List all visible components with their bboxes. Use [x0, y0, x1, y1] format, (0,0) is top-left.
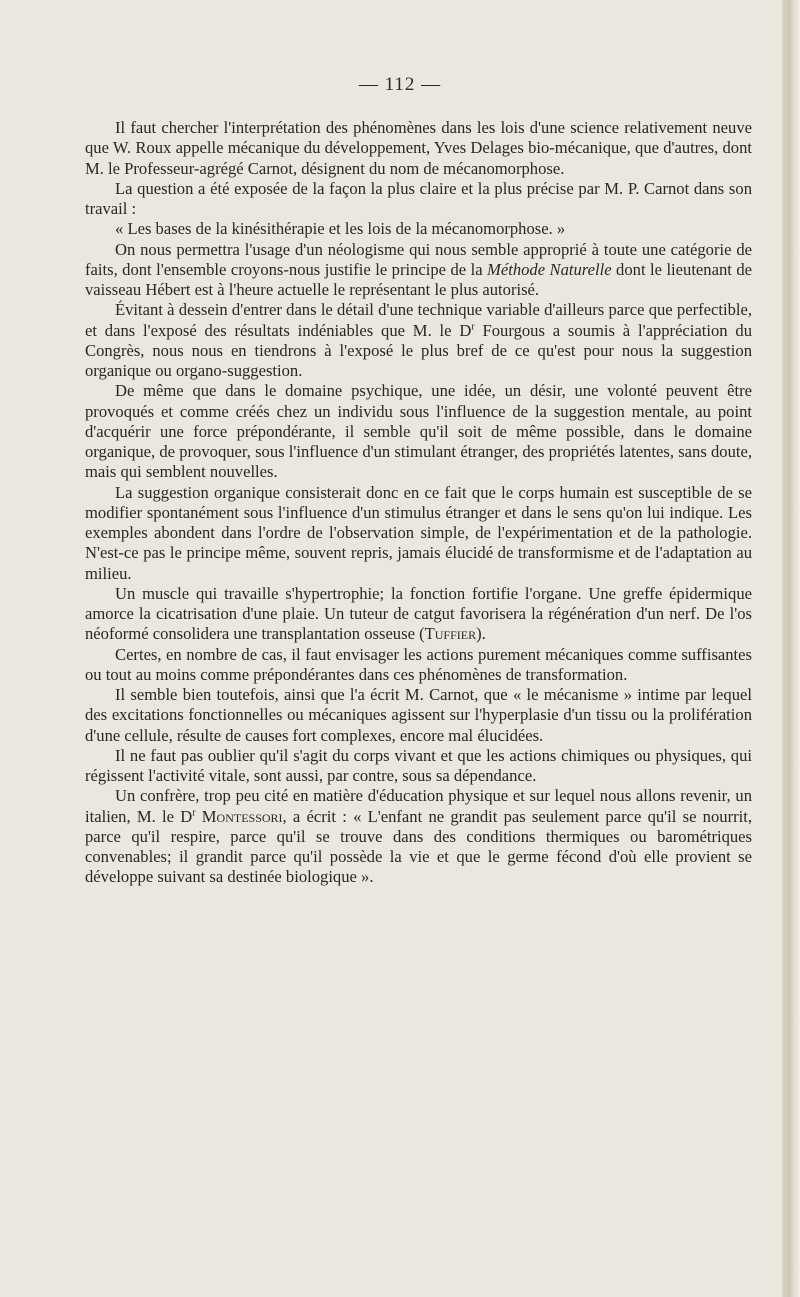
paragraph-7: La suggestion organique consisterait donc en ce fait que le corps humain est susceptible de se modifier spontanément sous l'influence d'un stimulus étranger et dans le sens qu'on lui indique. Les exemples abondent dans l'ordre de l'observation simple, de l'expérimentation et de la pathologie. N'est-ce pas le principe même, souvent repris, jamais élucidé de transformisme et de l'adaptation au milieu. [85, 482, 752, 583]
paragraph-8-text-a: Un muscle qui travaille s'hypertrophie; la fonction fortifie l'organe. Une greffe épidermique amorce la cicatrisation d'une plaie. Un tuteur de catgut favorisera la régénération d'un nerf. De l'os néoformé consolidera une transplantation osseuse ( [85, 583, 752, 644]
book-spine-edge [782, 0, 800, 1297]
paragraph-2: La question a été exposée de la façon la plus claire et la plus précise par M. P. Carnot dans son travail : [85, 178, 752, 218]
paragraph-4-text-b: dont le lieutenant de vaisseau Hébert est à l'heure actuelle le représentant le plus autorisé. [85, 259, 752, 299]
paragraph-9: Certes, en nombre de cas, il faut envisager les actions purement mécaniques comme suffisantes ou tout au moins comme prépondérantes dans ces phénomènes de transformation. [85, 644, 752, 684]
paragraph-12 [85, 786, 752, 887]
name-montessori: Montessori [201, 806, 283, 826]
paragraph-12-text-a: Un confrère, trop peu cité en matière d'éducation physique et sur lequel nous allons revenir, un italien, M. le D [85, 786, 752, 826]
paragraph-6: De même que dans le domaine psychique, une idée, un désir, une volonté peuvent être provoqués et comme créés chez un individu sous l'influence de la suggestion mentale, au point d'acquérir une force prépondérante, il semble qu'il soit de même possible, dans le domaine organique, de provoquer, sous l'influence d'un stimulant étranger, des propriétés latentes, sans doute, mais qui semblent nouvelles. [85, 381, 752, 482]
paragraph-8 [85, 584, 752, 645]
paragraph-5 [85, 300, 752, 381]
paragraph-5-text-a: Évitant à dessein d'entrer dans le détail d'une technique variable d'ailleurs parce que perfectible, et dans l'exposé des résultats indéniables que M. le D [85, 300, 752, 340]
emphasis-methode-naturelle: Méthode Naturelle [487, 259, 612, 279]
paragraph-12-text-b: , a écrit : « L'enfant ne grandit pas seulement parce qu'il se nourrit, parce qu'il respire, parce qu'il se trouve dans des conditions thermiques ou barométriques convenables; il grandit parce qu'il possède la vie et que le germe fécond d'où elle provient se développe suivant sa destinée biologique ». [85, 806, 752, 887]
paragraph-4 [85, 240, 752, 301]
page-body [85, 118, 752, 888]
paragraph-5-text-b: Fourgous a soumis à l'appréciation du Congrès, nous nous en tiendrons à l'exposé le plus bref de ce qu'est pour nous la suggestion organique ou organo-suggestion. [85, 320, 753, 380]
paragraph-10: Il semble bien toutefois, ainsi que l'a écrit M. Carnot, que « le mécanisme » intime par lequel des excitations fonctionnelles ou mécaniques agissent sur l'hyperplasie d'un tissu ou la prolifération d'une cellule, résulte de causes fort complexes, encore mal élucidées. [85, 685, 752, 745]
superscript-r-2: r [192, 806, 196, 818]
paragraph-8-text-b: ). [476, 624, 486, 644]
paragraph-1: Il faut chercher l'interprétation des phénomènes dans les lois d'une science relativement neuve que W. Roux appelle mécanique du développement, Yves Delages bio-mécanique, que d'autres, dont M. le Professeur-agrégé Carnot, désignent du nom de mécanomorphose. [85, 118, 752, 178]
superscript-r: r [471, 320, 475, 332]
paragraph-4-text-a: On nous permettra l'usage d'un néologisme qui nous semble approprié à toute une catégorie de faits, dont l'ensemble croyons-nous justifie le principe de la [85, 239, 752, 279]
paragraph-11: Il ne faut pas oublier qu'il s'agit du corps vivant et que les actions chimiques ou physiques, qui régissent l'activité vitale, sont aussi, par contre, sous sa dépendance. [85, 745, 752, 785]
name-tuffier: Tuffier [424, 624, 477, 644]
page-number: — 112 — [358, 74, 442, 95]
paragraph-3-quote: « Les bases de la kinésithérapie et les lois de la mécanomorphose. » [115, 219, 566, 239]
